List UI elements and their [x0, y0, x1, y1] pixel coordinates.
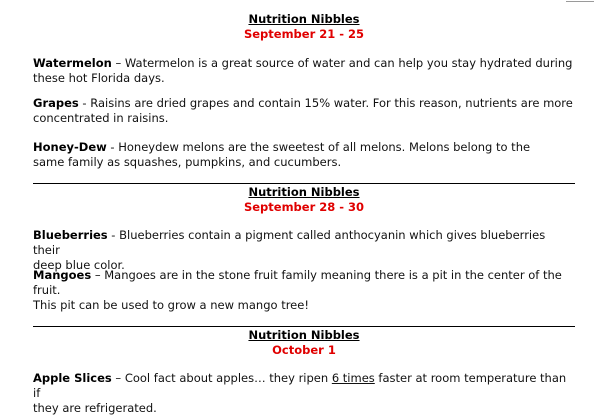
item-separator: - [107, 228, 120, 242]
item-name: Mangoes [33, 268, 92, 282]
item-name: Apple Slices [33, 371, 112, 385]
section-heading [33, 12, 575, 42]
section-dates: September 21 - 25 [243, 27, 365, 41]
section-september-21-25 [33, 12, 575, 42]
item-paragraph [33, 268, 575, 313]
item-separator: – [91, 268, 105, 282]
item-name: Honey-Dew [33, 140, 107, 154]
item-grapes [33, 96, 575, 126]
item-paragraph [33, 56, 575, 86]
section-heading [33, 328, 575, 358]
item-name: Grapes [33, 96, 79, 110]
section-divider [33, 183, 575, 184]
item-text-line2: concentrated in raisins. [33, 111, 169, 125]
section-title: Nutrition Nibbles [248, 328, 360, 342]
item-text-emphasis: 6 times [331, 371, 375, 385]
section-title: Nutrition Nibbles [248, 185, 360, 199]
item-text-line1: Honeydew melons are the sweetest of all melons. Melons belong to the [118, 140, 531, 154]
item-text-line2: This pit can be used to grow a new mango tree! [33, 298, 309, 312]
item-text-line2: same family as squashes, pumpkins, and cucumbers. [33, 155, 342, 169]
section-title: Nutrition Nibbles [248, 12, 360, 26]
item-honey-dew [33, 140, 575, 170]
item-apple-slices [33, 371, 575, 416]
section-heading [33, 185, 575, 215]
section-dates: September 28 - 30 [243, 200, 365, 214]
section-september-28-30 [33, 185, 575, 215]
item-text-line2: these hot Florida days. [33, 71, 165, 85]
section-divider [33, 326, 575, 327]
item-text-line1: Mangoes are in the stone fruit family meaning there is a pit in the center of the fruit. [33, 268, 562, 297]
item-name: Blueberries [33, 228, 108, 242]
item-separator: – [111, 371, 125, 385]
item-watermelon [33, 56, 575, 86]
item-separator: - [78, 96, 91, 110]
item-text-line1-start: Cool fact about apples… they ripen [124, 371, 332, 385]
item-paragraph [33, 228, 575, 273]
item-mangoes [33, 268, 575, 313]
section-dates: October 1 [272, 343, 336, 357]
item-name: Watermelon [33, 56, 112, 70]
item-text-line2: deep blue color. [33, 258, 125, 272]
item-paragraph [33, 371, 575, 416]
item-paragraph [33, 140, 575, 170]
item-text-line1: Raisins are dried grapes and contain 15% water. For this reason, nutrients are more [90, 96, 573, 110]
item-separator: – [111, 56, 125, 70]
item-text-line1-end: faster at room temperature than if [33, 371, 567, 400]
item-text-line1: Watermelon is a great source of water and can help you stay hydrated during [124, 56, 573, 70]
item-paragraph [33, 96, 575, 126]
section-october-1 [33, 328, 575, 358]
item-text-line2: they are refrigerated. [33, 401, 157, 415]
item-blueberries [33, 228, 575, 273]
item-separator: - [106, 140, 119, 154]
item-text-line1: Blueberries contain a pigment called anthocyanin which gives blueberries their [33, 228, 546, 257]
page-corner-mark [566, 0, 594, 2]
